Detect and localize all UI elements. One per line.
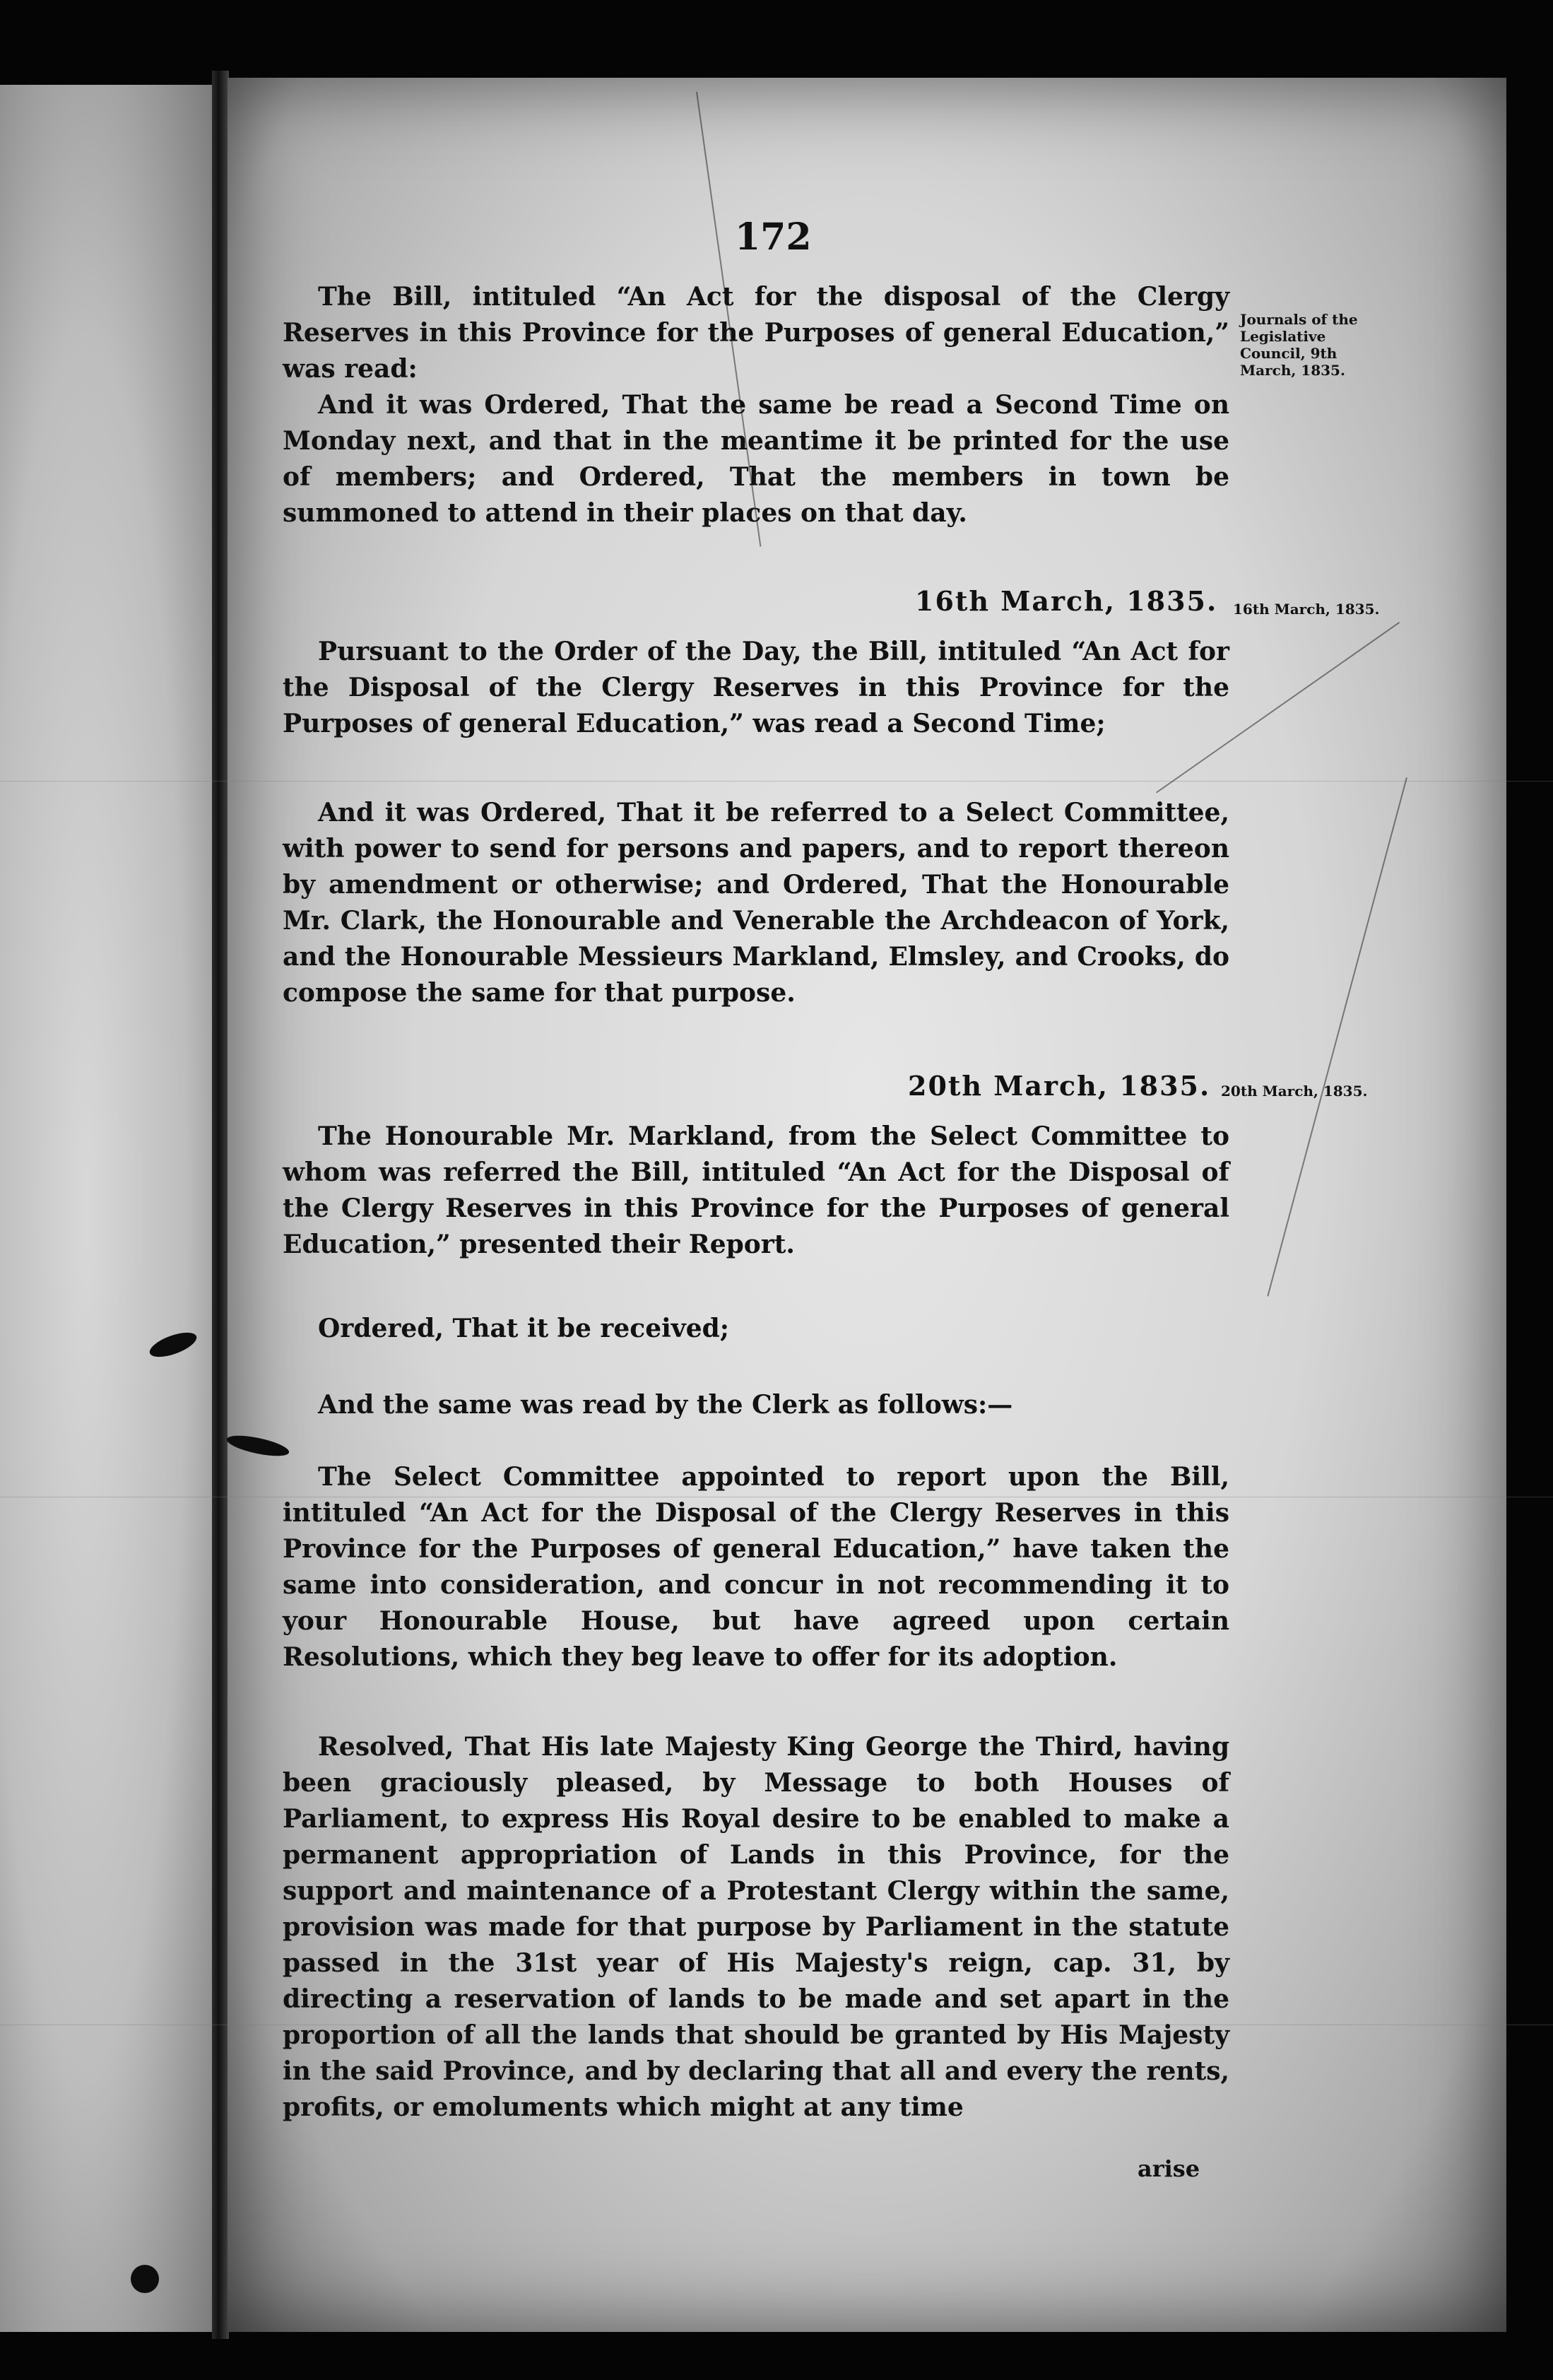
margin-note-date: 16th March, 1835. — [1233, 601, 1380, 618]
paragraph-committee-report: The Select Committee appointed to report upon the Bill, intituled “An Act for the Disposal of the Clergy Reserves in this Province for the Purposes of general Education,” have taken the same into consideration, and concur in not recommending it to your Honourable House, but have agreed upon certain Resolutions, which they beg leave to offer for its adoption. — [283, 1462, 1229, 1672]
page-number: 172 — [735, 216, 812, 259]
scan-line — [0, 781, 1553, 782]
facing-page-edge — [0, 85, 215, 2332]
paragraph-second-reading-order: And it was Ordered, That the same be read a Second Time on Monday next, and that in the meantime it be printed for the use of members; and Ordered, That the members in town be summoned to attend in their places on that day. — [283, 390, 1229, 528]
paragraph-received: Ordered, That it be received; — [318, 1314, 730, 1343]
date-heading: 20th March, 1835. — [908, 1070, 1211, 1102]
paragraph-second-time: Pursuant to the Order of the Day, the Bill, intituled “An Act for the Disposal of the Clergy Reserves in this Province for the Purposes of general Education,” was read a Second Time; — [283, 637, 1229, 738]
paragraph-report-presented: The Honourable Mr. Markland, from the Select Committee to whom was referred the Bill, intituled “An Act for the Disposal of the Clergy Reserves in this Province for the Purposes of general Education,” presented their Report. — [283, 1121, 1229, 1259]
paragraph-select-committee: And it was Ordered, That it be referred to a Select Committee, with power to send for persons and papers, and to report thereon by amendment or otherwise; and Ordered, That the Honourable Mr. Clark, the Honourable and Venerable the Archdeacon of York, and the Honourable Messieurs Markland, Elmsley, and Crooks, do compose the same for that purpose. — [283, 798, 1229, 1008]
date-heading: 16th March, 1835. — [915, 585, 1218, 617]
paragraph-resolution: Resolved, That His late Majesty King George the Third, having been graciously pleased, by Message to both Houses of Parliament, to express His Royal desire to be enabled to make a permanent appropriation of Lands in this Province, for the support and maintenance of a Protestant Clergy within the same, provision was made for that purpose by Parliament in the statute passed in the 31st year of His Majesty's reign, cap. 31, by directing a reservation of lands to be made and set apart in the proportion of all the lands that should be granted by His Majesty in the said Province, and by declaring that all and every the rents, profits, or emoluments which might at any time — [283, 1732, 1229, 2122]
paragraph-read-by-clerk: And the same was read by the Clerk as follows:— — [318, 1390, 1013, 1420]
paragraph-bill-read: The Bill, intituled “An Act for the disposal of the Clergy Reserves in this Province for the Purposes of general Education,” was read: — [283, 282, 1229, 384]
margin-note-date: 20th March, 1835. — [1221, 1083, 1368, 1100]
binding-gutter — [212, 71, 229, 2339]
margin-note-journals: Journals of the Legislative Council, 9th March, 1835. — [1240, 311, 1358, 379]
ink-blot — [131, 2265, 159, 2293]
catchword: arise — [1138, 2155, 1200, 2182]
